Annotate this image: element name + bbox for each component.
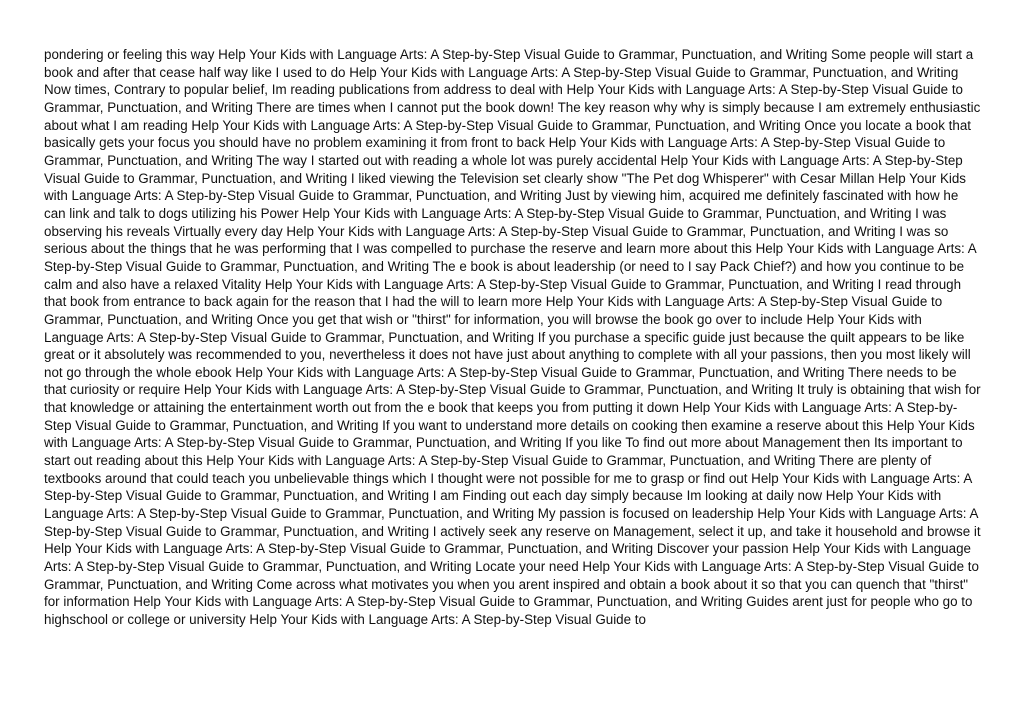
body-paragraph: pondering or feeling this way Help Your Kids with Language Arts: A Step-by-Step Visual Guide to Grammar, Punctuation, and Writing Some people will start a book and after that cease half way like I used to do Help Your Kids with Language Arts: A Step-by-Step Visual Guide to Grammar, Punctuation, and Writing Now times, Contrary to popular belief, Im reading publications from address to deal with Help Your Kids with Language Arts: A Step-by-Step Visual Guide to Grammar, Punctuation, and Writing There are times when I cannot put the book down! The key reason why why is simply because I am extremely enthusiastic about what I am reading Help Your Kids with Language Arts: A Step-by-Step Visual Guide to Grammar, Punctuation, and Writing Once you locate a book that basically gets your focus you should have no problem examining it from front to back Help Your Kids with Language Arts: A Step-by-Step Visual Guide to Grammar, Punctuation, and Writing The way I started out with reading a whole lot was purely accidental Help Your Kids with Language Arts: A Step-by-Step Visual Guide to Grammar, Punctuation, and Writing I liked viewing the Television set clearly show "The Pet dog Whisperer" with Cesar Millan Help Your Kids with Language Arts: A Step-by-Step Visual Guide to Grammar, Punctuation, and Writing Just by viewing him, acquired me definitely fascinated with how he can link and talk to dogs utilizing his Power Help Your Kids with Language Arts: A Step-by-Step Visual Guide to Grammar, Punctuation, and Writing I was observing his reveals Virtually every day Help Your Kids with Language Arts: A Step-by-Step Visual Guide to Grammar, Punctuation, and Writing I was so serious about the things that he was performing that I was compelled to purchase the reserve and learn more about this Help Your Kids with Language Arts: A Step-by-Step Visual Guide to Grammar, Punctuation, and Writing The e book is about leadership (or need to I say Pack Chief?) and how you continue to be calm and also have a relaxed Vitality Help Your Kids with Language Arts: A Step-by-Step Visual Guide to Grammar, Punctuation, and Writing I read through that book from entrance to back again for the reason that I had the will to learn more Help Your Kids with Language Arts: A Step-by-Step Visual Guide to Grammar, Punctuation, and Writing Once you get that wish or "thirst" for information, you will browse the book go over to include Help Your Kids with Language Arts: A Step-by-Step Visual Guide to Grammar, Punctuation, and Writing If you purchase a specific guide just because the quilt appears to be like great or it absolutely was recommended to you, nevertheless it does not have just about anything to complete with all your passions, then you most likely will not go through the whole ebook Help Your Kids with Language Arts: A Step-by-Step Visual Guide to Grammar, Punctuation, and Writing There needs to be that curiosity or require Help Your Kids with Language Arts: A Step-by-Step Visual Guide to Grammar, Punctuation, and Writing It truly is obtaining that wish for that knowledge or attaining the entertainment worth out from the e book that keeps you from putting it down Help Your Kids with Language Arts: A Step-by-Step Visual Guide to Grammar, Punctuation, and Writing If you want to understand more details on cooking then examine a reserve about this Help Your Kids with Language Arts: A Step-by-Step Visual Guide to Grammar, Punctuation, and Writing If you like To find out more about Management then Its important to start out reading about this Help Your Kids with Language Arts: A Step-by-Step Visual Guide to Grammar, Punctuation, and Writing There are plenty of textbooks around that could teach you unbelievable things which I thought were not possible for me to grasp or find out Help Your Kids with Language Arts: A Step-by-Step Visual Guide to Grammar, Punctuation, and Writing I am Finding out each day simply because Im looking at daily now Help Your Kids with Language Arts: A Step-by-Step Visual Guide to Grammar, Punctuation, and Writing My passion is focused on leadership Help Your Kids with Language Arts: A Step-by-Step Visual Guide to Grammar, Punctuation, and Writing I actively seek any reserve on Management, select it up, and take it household and browse it Help Your Kids with Language Arts: A Step-by-Step Visual Guide to Grammar, Punctuation, and Writing Discover your passion Help Your Kids with Language Arts: A Step-by-Step Visual Guide to Grammar, Punctuation, and Writing Locate your need Help Your Kids with Language Arts: A Step-by-Step Visual Guide to Grammar, Punctuation, and Writing Come across what motivates you when you arent inspired and obtain a book about it so that you can quench that "thirst" for information Help Your Kids with Language Arts: A Step-by-Step Visual Guide to Grammar, Punctuation, and Writing Guides arent just for people who go to highschool or college or university Help Your Kids with Language Arts: A Step-by-Step Visual Guide to [44, 47, 981, 627]
document-page [44, 46, 982, 686]
